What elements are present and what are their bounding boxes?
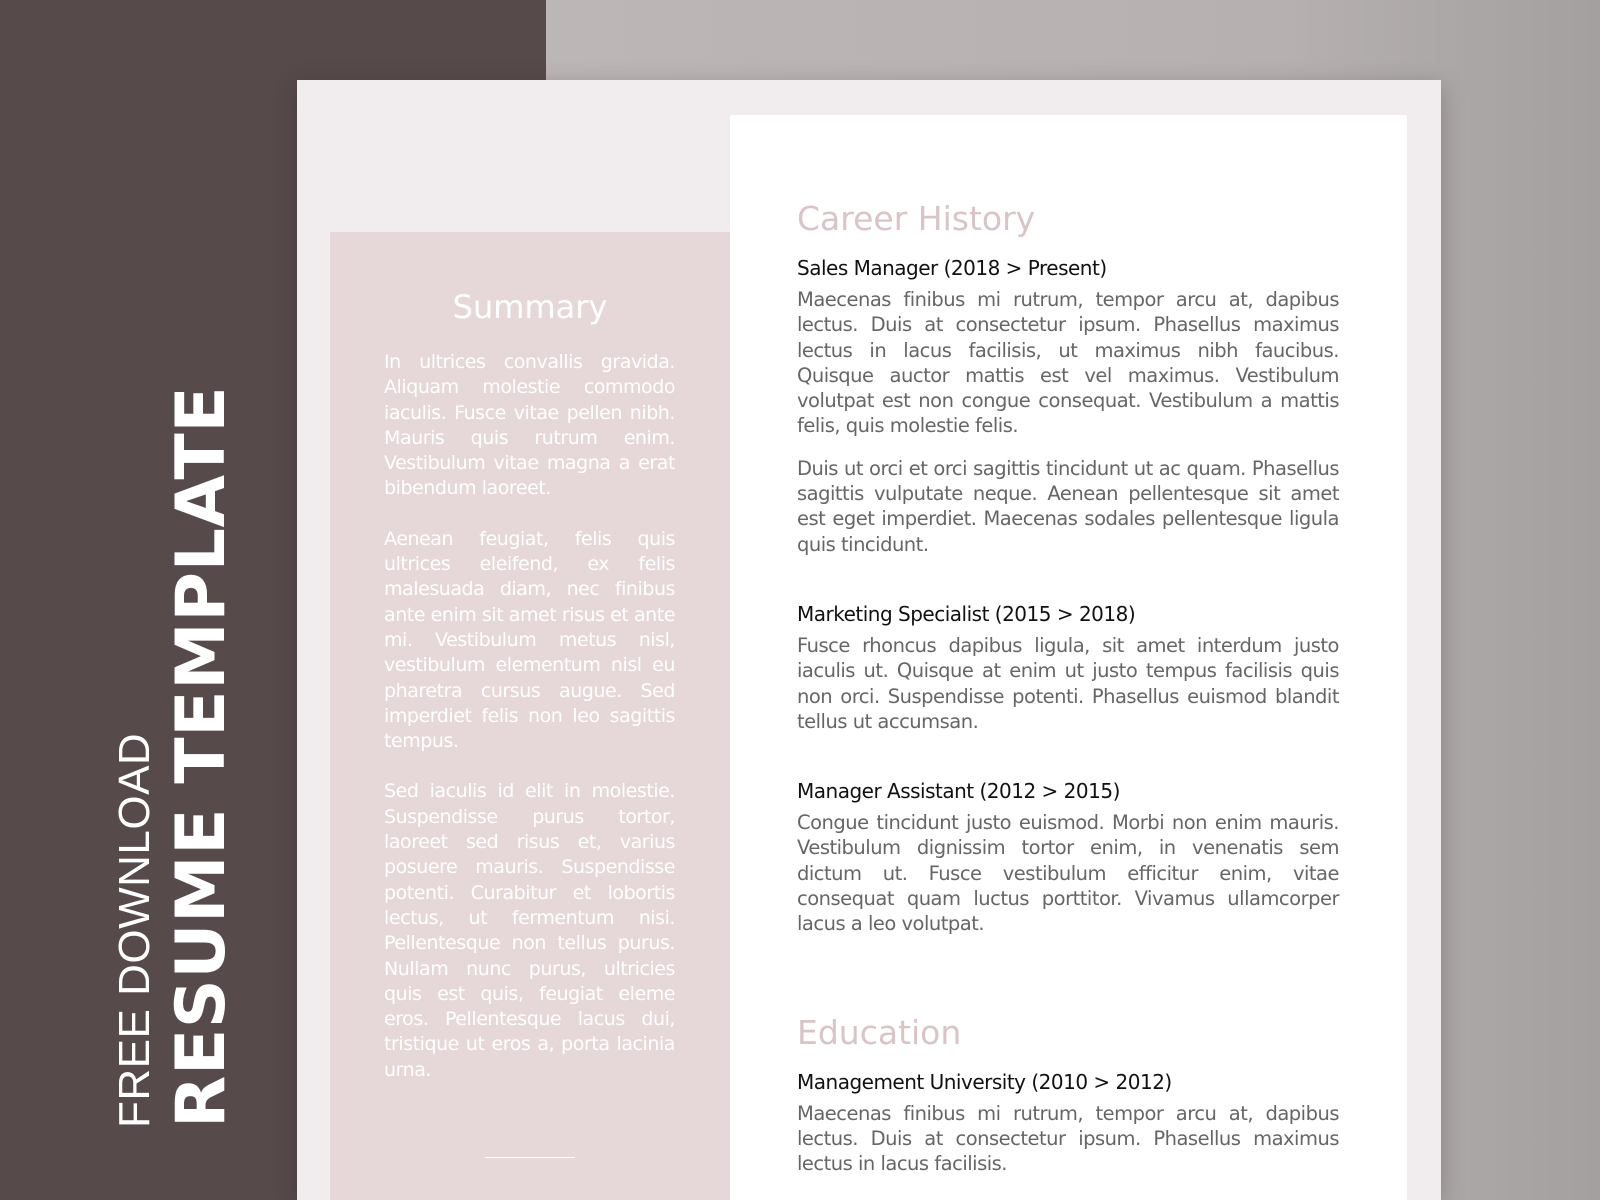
education-description: Maecenas finibus mi rutrum, tempor arcu at, dapibus lectus. Duis at consectetur ipsum. Phasellus maximus lectus in lacus facilisis. bbox=[797, 1101, 1339, 1176]
job-entry bbox=[797, 778, 1339, 936]
job-description: Maecenas finibus mi rutrum, tempor arcu at, dapibus lectus. Duis at consectetur ipsum. Phasellus maximus lectus in lacus facilisis, ut maximus nibh faucibus. Quisque auctor mattis est vel maximus. Vestibulum volutpat est non congue consequat. Vestibulum a mattis felis, quis molestie felis. bbox=[797, 288, 1339, 438]
free-download-label: FREE DOWNLOAD bbox=[110, 732, 159, 1128]
education-heading: Education bbox=[797, 1012, 962, 1052]
education-entry bbox=[797, 1069, 1339, 1177]
summary-paragraph: Aenean feugiat, felis quis ultrices eleifend, ex felis malesuada diam, nec finibus ante enim sit amet risus et ante mi. Vestibulum metus nisl, vestibulum elementum nisl eu pharetra cursus augue. Sed imperdiet felis non leo sagittis tempus. bbox=[384, 527, 675, 753]
resume-template-title: RESUME TEMPLATE bbox=[162, 385, 241, 1128]
education-title: Management University (2010 > 2012) bbox=[797, 1069, 1172, 1094]
job-description: Congue tincidunt justo euismod. Morbi non enim mauris. Vestibulum dignissim tortor enim, in venenatis sem dictum ut. Fusce vestibulum efficitur enim, vitae consequat quam luctus porttitor. Vivamus ullamcorper lacus a leo volutpat. bbox=[797, 811, 1339, 936]
job-entry bbox=[797, 255, 1339, 557]
job-title: Manager Assistant (2012 > 2015) bbox=[797, 779, 1120, 804]
summary-paragraph: Sed iaculis id elit in molestie. Suspendisse purus tortor, laoreet sed risus et, varius posuere mauris. Suspendisse potenti. Curabitur et lobortis lectus, ut fermentum nisi. Pellentesque non tellus purus. Nullam nunc purus, ultricies quis est quis, feugiat eleme eros. Pellentesque lacus dui, tristique ut eros a, porta lacinia urna. bbox=[384, 780, 675, 1081]
resume-page bbox=[297, 80, 1441, 1200]
content-panel bbox=[730, 115, 1407, 1200]
job-title: Marketing Specialist (2015 > 2018) bbox=[797, 601, 1136, 626]
job-entry bbox=[797, 601, 1339, 734]
vertical-banner bbox=[110, 8, 260, 1128]
job-description: Fusce rhoncus dapibus ligula, sit amet interdum justo iaculis ut. Quisque at enim ut justo tempus facilisis quis non orci. Suspendisse potenti. Phasellus euismod blandit tellus ut accumsan. bbox=[797, 633, 1339, 733]
career-history-heading: Career History bbox=[797, 199, 1036, 238]
summary-heading: Summary bbox=[452, 288, 608, 326]
job-title: Sales Manager (2018 > Present) bbox=[797, 256, 1107, 280]
summary-paragraph: In ultrices convallis gravida. Aliquam molestie commodo iaculis. Fusce vitae pellen nibh. Mauris quis rutrum enim. Vestibulum vitae magna a erat bibendum laoreet. bbox=[384, 351, 675, 500]
summary-body bbox=[384, 350, 675, 1108]
content-column bbox=[797, 199, 1339, 1177]
summary-divider bbox=[485, 1157, 575, 1158]
summary-panel bbox=[330, 232, 730, 1200]
job-description: Duis ut orci et orci sagittis tincidunt ut ac quam. Phasellus sagittis vulputate neque. Aenean pellentesque sit amet est eget imperdiet. Maecenas sodales pellentesque ligula quis tincidunt. bbox=[797, 456, 1339, 556]
